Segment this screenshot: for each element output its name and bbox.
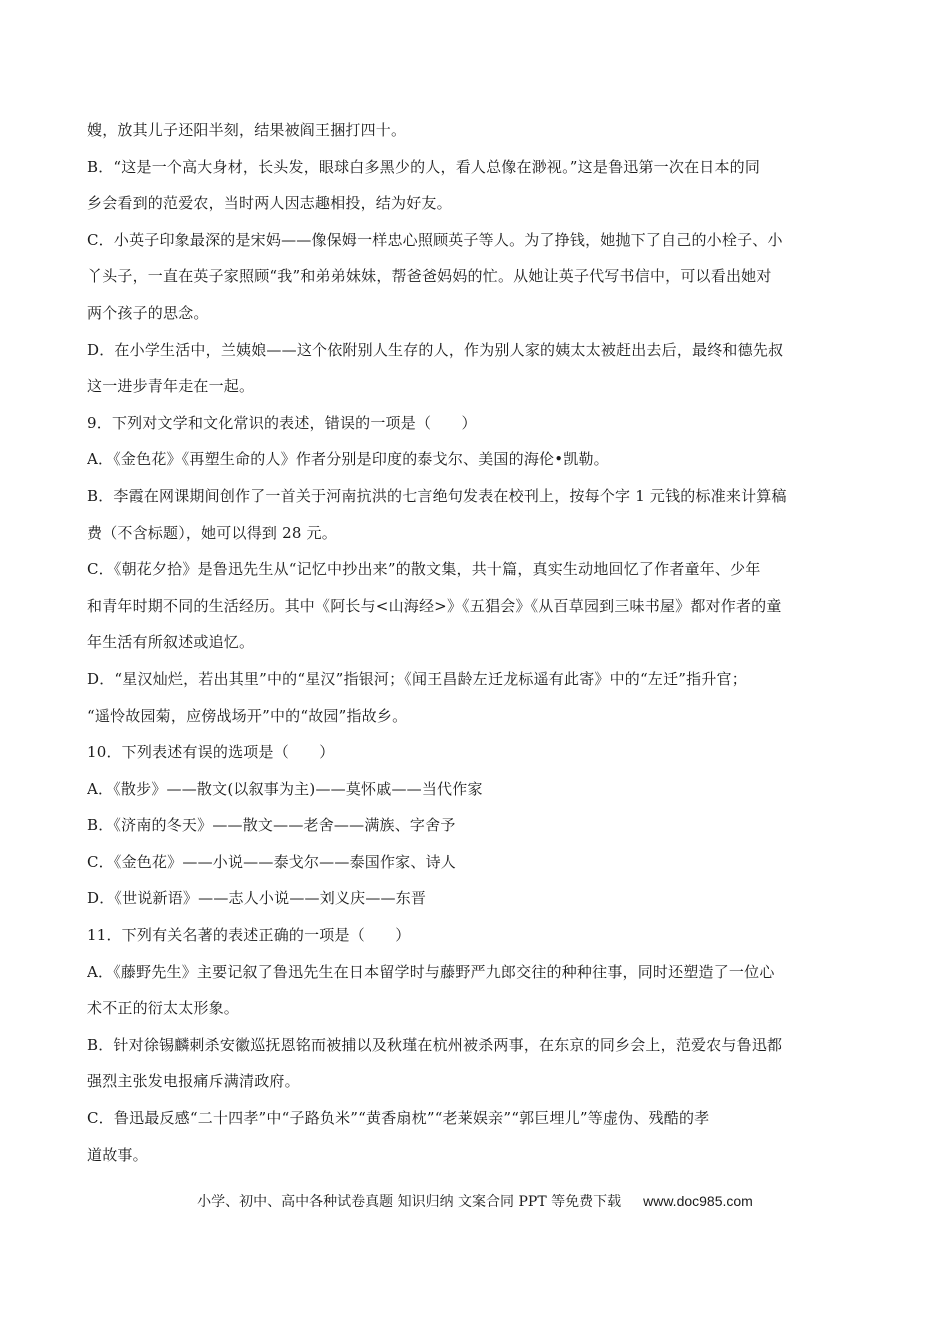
text-line: 嫂，放其儿子还阳半刻，结果被阎王捆打四十。 (87, 121, 407, 139)
text-line: 11．下列有关名著的表述正确的一项是（ ） (87, 926, 411, 945)
text-line: 强烈主张发电报痛斥满清政府。 (87, 1072, 300, 1091)
text-line: D．“星汉灿烂，若出其里”中的“星汉”指银河；《闻王昌龄左迁龙标遥有此寄》中的“左迁”指升官； (87, 669, 747, 688)
text-line: 丫头子，一直在英子家照顾“我”和弟弟妹妹，帮爸爸妈妈的忙。从她让英子代写书信中，可以看出她对 (87, 267, 772, 286)
text-line: B．李霞在网课期间创作了一首关于河南抗洪的七言绝句发表在校刊上，按每个字 1 元钱的标准来计算稿 (87, 486, 787, 505)
text-line: 这一进步青年走在一起。 (87, 377, 255, 396)
text-line: C．《朝花夕拾》是鲁迅先生从“记忆中抄出来”的散文集，共十篇，真实生动地回忆了作者童年、少年 (87, 560, 761, 579)
text-line: A．《散步》——散文(以叙事为主)——莫怀戚——当代作家 (87, 779, 483, 798)
page-footer (0, 1189, 950, 1214)
text-line: C．小英子印象最深的是宋妈——像保姆一样忠心照顾英子等人。为了挣钱，她抛下了自己的小栓子、小 (87, 230, 783, 249)
text-line: 两个孩子的思念。 (87, 303, 209, 322)
text-line: C．《金色花》——小说——泰戈尔——泰国作家、诗人 (87, 852, 456, 871)
text-line: 和青年时期不同的生活经历。其中《阿长与<山海经>》《五猖会》《从百草园到三味书屋》都对作者的童 (87, 596, 782, 615)
text-line: D．在小学生活中，兰姨娘——这个依附别人生存的人，作为别人家的姨太太被赶出去后，最终和德先叔 (87, 340, 784, 359)
text-line: B．《济南的冬天》——散文——老舍——满族、字舍予 (87, 816, 456, 835)
document-body (87, 112, 867, 1173)
text-line: 9．下列对文学和文化常识的表述，错误的一项是（ ） (87, 413, 477, 432)
text-line: A．《金色花》《再塑生命的人》作者分别是印度的泰戈尔、美国的海伦•凯勒。 (87, 450, 609, 469)
text-line: “遥怜故园菊，应傍战场开”中的“故园”指故乡。 (87, 706, 408, 725)
text-line: B．针对徐锡麟刺杀安徽巡抚恩铭而被捕以及秋瑾在杭州被杀两事，在东京的同乡会上，范爱农与鲁迅都 (87, 1035, 783, 1054)
text-line: 10．下列表述有误的选项是（ ） (87, 743, 335, 762)
text-line: 乡会看到的范爱农，当时两人因志趣相投，结为好友。 (87, 194, 452, 213)
footer-text: 小学、初中、高中各种试卷真题 知识归纳 文案合同 PPT 等免费下载 (197, 1194, 622, 1210)
text-line: 道故事。 (87, 1145, 148, 1164)
text-line: A．《藤野先生》主要记叙了鲁迅先生在日本留学时与藤野严九郎交往的种种往事，同时还塑造了一位心 (87, 962, 775, 981)
text-line: D．《世说新语》——志人小说——刘义庆——东晋 (87, 889, 427, 908)
text-line: 年生活有所叙述或追忆。 (87, 633, 255, 652)
footer-url[interactable]: www.doc985.com (643, 1193, 753, 1209)
text-line: B．“这是一个高大身材，长头发，眼球白多黑少的人，看人总像在渺视。”这是鲁迅第一次在日本的同 (87, 157, 761, 176)
text-line: 费（不含标题），她可以得到 28 元。 (87, 523, 337, 542)
text-line: 术不正的衍太太形象。 (87, 999, 240, 1018)
text-line: C．鲁迅最反感“二十四孝”中“子路负米”“黄香扇枕”“老莱娱亲”“郭巨埋儿”等虚伪、残酷的孝 (87, 1109, 710, 1128)
